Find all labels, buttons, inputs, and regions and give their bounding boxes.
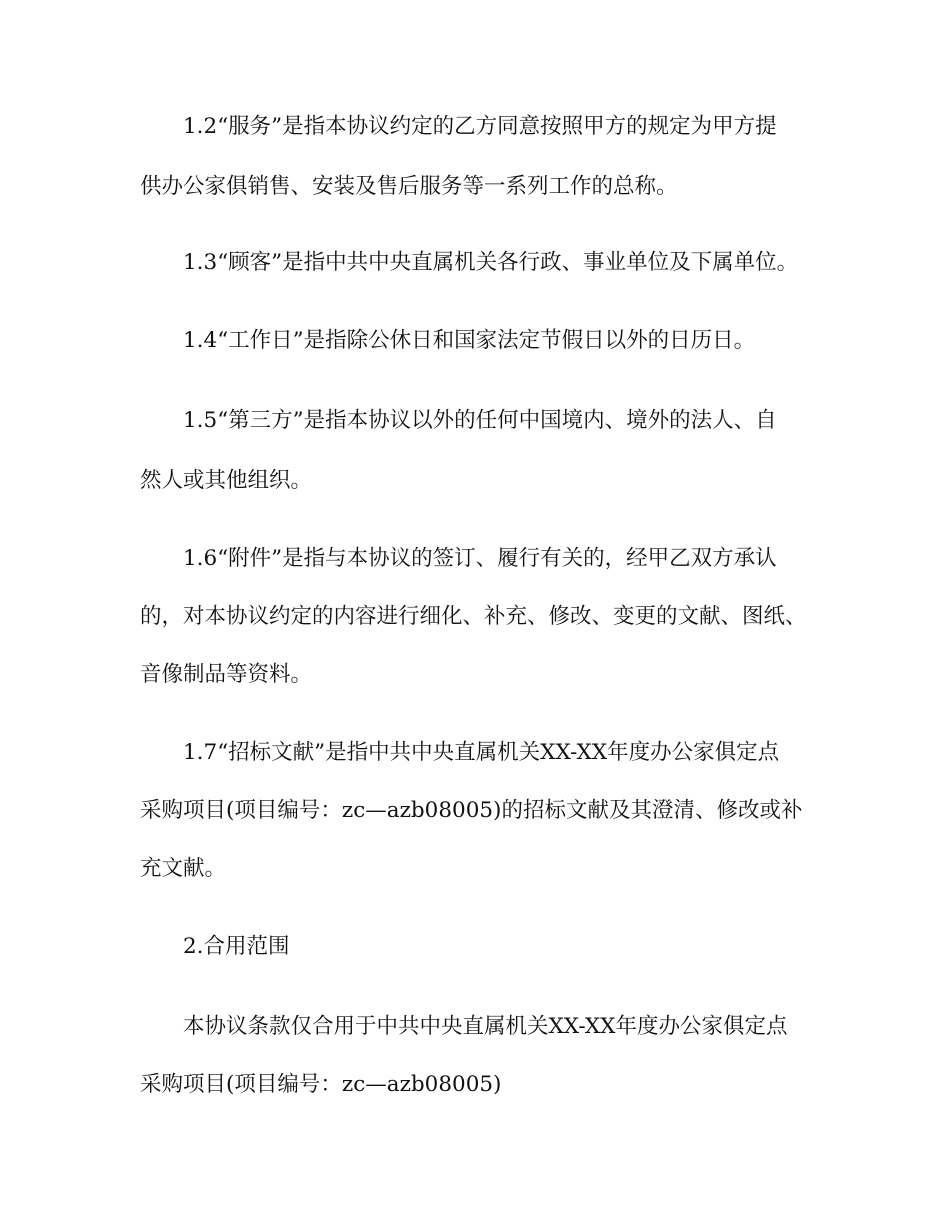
text-line: 的，对本协议约定的内容进行细化、补充、修改、变更的文献、图纸、 [140, 604, 807, 629]
text-line: 音像制品等资料。 [140, 662, 313, 687]
text-line: 1.2“服务”是指本协议约定的乙方同意按照甲方的规定为甲方提 [183, 114, 777, 139]
text-line: 1.4“工作日”是指除公休日和国家法定节假日以外的日历日。 [183, 328, 756, 353]
text-line: 采购项目(项目编号：zc—azb08005) [140, 1072, 502, 1097]
text-line: 1.7“招标文献”是指中共中央直属机关XX-XX年度办公家俱定点 [183, 740, 780, 765]
text-line: 本协议条款仅合用于中共中央直属机关XX-XX年度办公家俱定点 [183, 1014, 788, 1039]
text-line: 然人或其他组织。 [140, 468, 313, 493]
text-line: 1.5“第三方”是指本协议以外的任何中国境内、境外的法人、自 [183, 408, 777, 433]
section-heading: 2.合用范围 [183, 934, 290, 959]
text-line: 1.3“顾客”是指中共中央直属机关各行政、事业单位及下属单位。 [183, 250, 799, 275]
text-line: 供办公家俱销售、安装及售后服务等一系列工作的总称。 [140, 174, 678, 199]
text-line: 充文献。 [140, 856, 227, 881]
text-line: 1.6“附件”是指与本协议的签订、履行有关的，经甲乙双方承认 [183, 546, 777, 571]
text-line: 采购项目(项目编号：zc—azb08005)的招标文献及其澄清、修改或补 [140, 798, 803, 823]
